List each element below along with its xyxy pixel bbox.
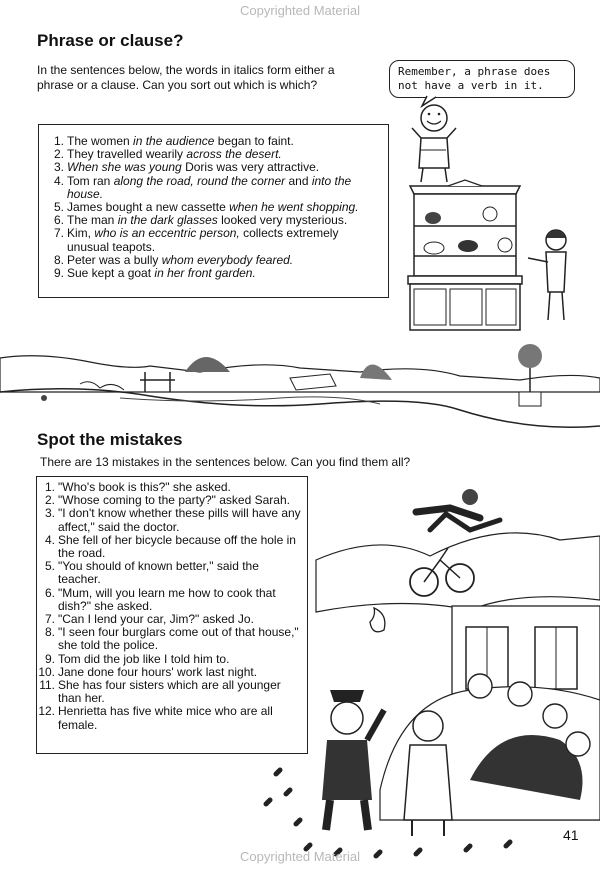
item-text: "Whose coming to the party?" asked Sarah. (58, 493, 290, 508)
italic-segment: who is an eccentric person, (94, 226, 240, 241)
italic-segment: When she was young (67, 160, 182, 175)
section-intro-spot-the-mistakes: There are 13 mistakes in the sentences below. Can you find them all? (40, 455, 411, 469)
page-number: 41 (563, 827, 579, 843)
italic-segment: in the dark glasses (117, 213, 218, 228)
item-number: 12. (38, 704, 55, 719)
section-title-phrase-or-clause: Phrase or clause? (37, 31, 184, 50)
item-number: 7. (44, 612, 55, 627)
text-segment: began to faint. (214, 134, 294, 148)
text-segment: Kim, (67, 226, 95, 241)
italic-segment: across the desert. (186, 147, 282, 162)
item-number: 9. (44, 651, 55, 666)
item-number: 5. (44, 559, 55, 574)
item-number: 8. (44, 625, 55, 640)
text-segment: The man (67, 213, 118, 228)
item-number: 3. (44, 506, 55, 521)
italic-segment: whom everybody feared. (161, 252, 294, 267)
item-number: 2. (44, 493, 55, 508)
item-text: "Mum, will you learn me how to cook that dish?" she asked. (58, 585, 276, 613)
item-text: "Can I lend your car, Jim?" asked Jo. (58, 612, 254, 627)
text-segment: Tom ran (67, 173, 114, 188)
speech-bubble: Remember, a phrase does not have a verb in it. (389, 60, 575, 98)
item-number: 11. (39, 678, 55, 693)
item-text: "I seen four burglars come out of that house," she told the police. (58, 625, 299, 653)
item-text: She fell of her bicycle because off the hole in the road. (58, 532, 296, 561)
item-number: 4. (44, 532, 55, 547)
section-intro-phrase-or-clause: In the sentences below, the words in italics form either a phrase or a clause. Can you sort out which is which? (37, 63, 335, 92)
item-number: 5. (53, 200, 64, 215)
italic-segment: along the road, round the corner (113, 173, 286, 188)
text-segment: The women (67, 134, 134, 148)
item-number: 3. (53, 160, 64, 175)
item-number: 2. (53, 147, 64, 162)
item-text: "Who's book is this?" she asked. (58, 480, 231, 494)
item-number: 10. (38, 664, 55, 679)
item-text: "You should of known better," said the teacher. (58, 559, 259, 587)
italic-segment: when he went shopping. (229, 200, 359, 215)
text-segment: and (285, 173, 312, 188)
item-text: Henrietta has five white mice who are all female. (58, 704, 273, 732)
item-number: 7. (53, 226, 64, 241)
text-segment: Sue kept a goat (67, 266, 155, 281)
item-text: She has four sisters which are all younger than her. (58, 678, 281, 706)
text-segment: collects extremely unusual teapots. (67, 226, 339, 254)
text-segment: Peter was a bully (67, 252, 162, 267)
item-text: "I don't know whether these pills will have any affect," said the doctor. (58, 506, 301, 534)
italic-segment: in her front garden. (154, 266, 256, 281)
text-segment: James bought a new cassette (67, 200, 230, 215)
item-number: 6. (44, 585, 55, 600)
text-segment: Doris was very attractive. (181, 160, 320, 175)
item-number: 6. (53, 213, 64, 228)
italic-segment: into the house. (67, 173, 352, 201)
item-number: 4. (53, 173, 64, 188)
text-segment: looked very mysterious. (217, 213, 348, 228)
watermark-top: Copyrighted Material (240, 3, 360, 18)
item-number: 8. (53, 252, 64, 267)
watermark-bottom: Copyrighted Material (240, 849, 360, 864)
text-segment: They travelled wearily (67, 147, 187, 162)
item-number: 1. (53, 134, 64, 148)
section-title-spot-the-mistakes: Spot the mistakes (37, 430, 183, 449)
item-number: 1. (44, 480, 55, 494)
italic-segment: in the audience (133, 134, 215, 148)
item-text: Jane done four hours' work last night. (58, 664, 258, 679)
item-text: Tom did the job like I told him to. (58, 651, 230, 666)
item-number: 9. (53, 266, 64, 281)
